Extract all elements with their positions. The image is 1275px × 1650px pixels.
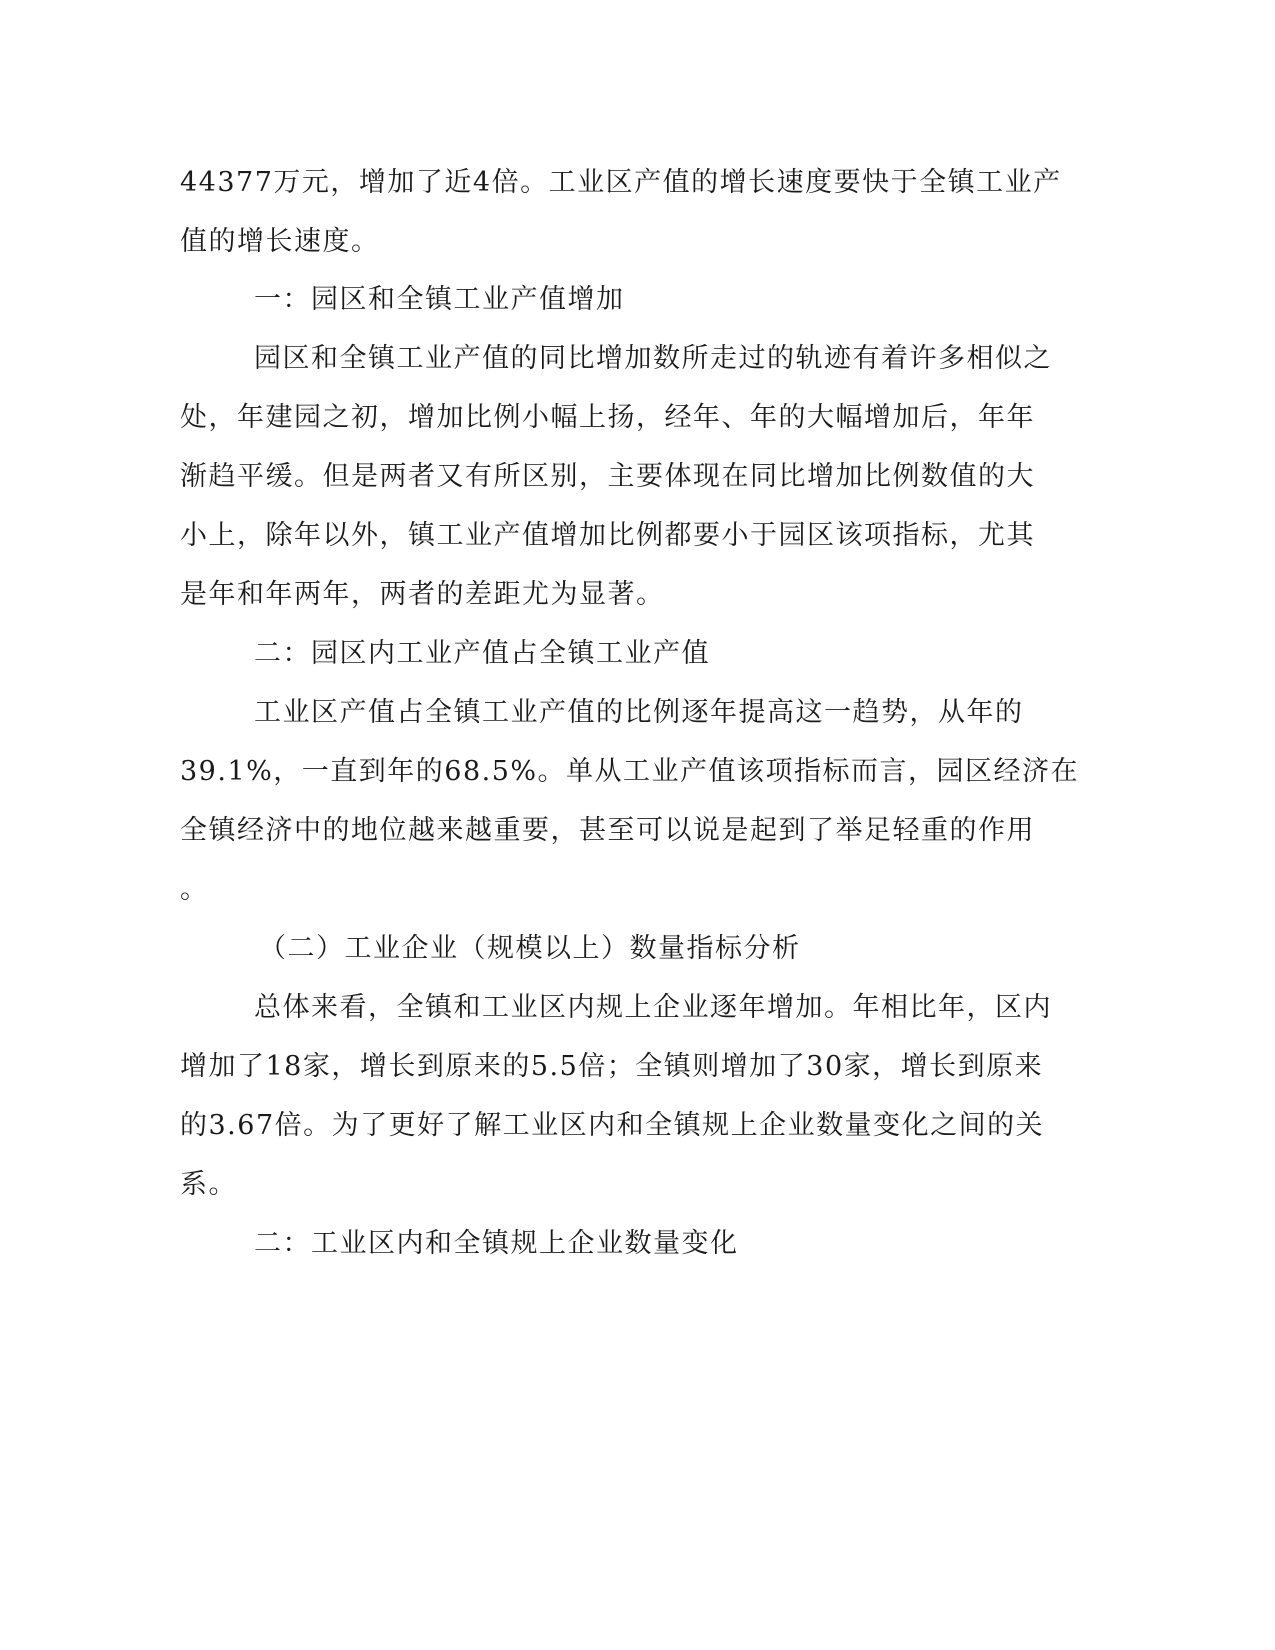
- section-heading: 二：工业区内和全镇规上企业数量变化: [254, 1228, 739, 1259]
- paragraph-line: 园区和全镇工业产值的同比增加数所走过的轨迹有着许多相似之: [254, 343, 1052, 374]
- paragraph-line: 。: [180, 874, 209, 905]
- paragraph-line: 全镇经济中的地位越来越重要，甚至可以说是起到了举足轻重的作用: [180, 815, 1035, 846]
- paragraph-line: 工业区产值占全镇工业产值的比例逐年提高这一趋势，从年的: [254, 697, 1024, 728]
- paragraph-line: 是年和年两年，两者的差距尤为显著。: [180, 579, 665, 610]
- paragraph-line: 渐趋平缓。但是两者又有所区别，主要体现在同比增加比例数值的大: [180, 461, 1035, 492]
- section-heading: 一：园区和全镇工业产值增加: [254, 284, 625, 315]
- paragraph-line: 处，年建园之初，增加比例小幅上扬，经年、年的大幅增加后，年年: [180, 402, 1035, 433]
- paragraph-line: 总体来看，全镇和工业区内规上企业逐年增加。年相比年，区内: [254, 992, 1052, 1023]
- paragraph-line: 增加了18家，增长到原来的5.5倍；全镇则增加了30家，增长到原来: [180, 1051, 1044, 1082]
- paragraph-line: 44377万元，增加了近4倍。工业区产值的增长速度要快于全镇工业产: [180, 167, 1062, 198]
- section-heading: 二：园区内工业产值占全镇工业产值: [254, 638, 710, 669]
- paragraph-line: 39.1%，一直到年的68.5%。单从工业产值该项指标而言，园区经济在: [180, 756, 1080, 787]
- paragraph-line: 小上，除年以外，镇工业产值增加比例都要小于园区该项指标，尤其: [180, 520, 1035, 551]
- paragraph-line: 系。: [180, 1169, 237, 1200]
- paragraph-line: 的3.67倍。为了更好了解工业区内和全镇规上企业数量变化之间的关: [180, 1110, 1045, 1141]
- paragraph-line: 值的增长速度。: [180, 226, 380, 257]
- section-heading: （二）工业企业（规模以上）数量指标分析: [259, 933, 801, 964]
